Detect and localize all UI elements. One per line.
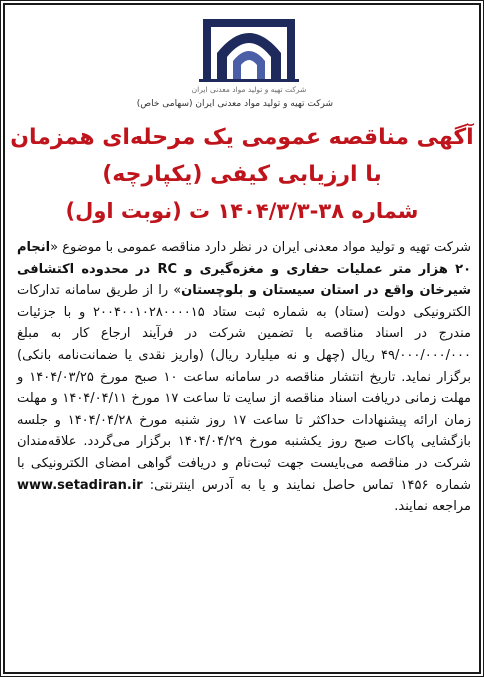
tender-advertisement [3,3,481,674]
company-logo [136,13,335,117]
tender-subject: انجام ۲۰ هزار متر عملیات حفاری و مغزه‌گیری و RC در محدوده اکتشافی شیرخان واقع در استان سیستان و بلوچستان [17,240,472,299]
body-intro: شرکت تهیه و تولید مواد معدنی ایران در نظر دارد مناقصه عمومی با موضوع « [50,240,471,255]
body-closing: مراجعه نمایند. [394,499,471,515]
body-details: » را از طریق سامانه تدارکات الکترونیکی دولت (ستاد) به شماره ثبت ستاد ۲۰۰۴۰۰۱۰۲۸۰۰۰۰۱۵ و با جزئیات مندرج در اسناد مناقصه با تضمین شرکت در فرآیند ارجاع کار به مبلغ ۴۹/۰۰۰/۰۰۰/۰۰۰ ریال (چهل و نه میلیارد ریال) (واریز نقدی یا ضمانت‌نامه بانکی) برگزار نماید. تاریخ انتشار مناقصه در سامانه ساعت ۱۰ صبح مورخ ۱۴۰۴/۰۳/۲۵ و مهلت زمانی دریافت اسناد مناقصه از سایت تا ساعت ۱۷ مورخ ۱۴۰۴/۰۴/۱۱ و مهلت زمان ارائه پیشنهادات حداکثر تا ساعت ۱۷ روز شنبه مورخ ۱۴۰۴/۰۴/۲۸ و جلسه بازگشایی پاکات صبح روز یکشنبه مورخ ۱۴۰۴/۰۴/۲۹ برگزار می‌گردد. علاقه‌مندان شرکت در مناقصه می‌بایست جهت ثبت‌نام و دریافت گواهی امضای الکترونیکی با شماره ۱۴۵۶ تماس حاصل نمایند و یا به آدرس اینترنتی: [17,283,472,493]
setadiran-link[interactable]: www.setadiran.ir [17,477,143,493]
headline-subtitle: با ارزیابی کیفی (یکپارچه) [102,162,382,187]
logo-caption-bottom: شرکت تهیه و تولید مواد معدنی ایران (سهامی خاص) [136,99,333,109]
tender-body-text [17,237,471,518]
headline-title: آگهی مناقصه عمومی یک مرحله‌ای همزمان [10,125,474,150]
headline-tender-number: شماره ۳۸-۱۴۰۴/۳/۳ ت (نوبت اول) [65,199,419,223]
logo-caption-top: شرکت تهیه و تولید مواد معدنی ایران [191,85,307,94]
